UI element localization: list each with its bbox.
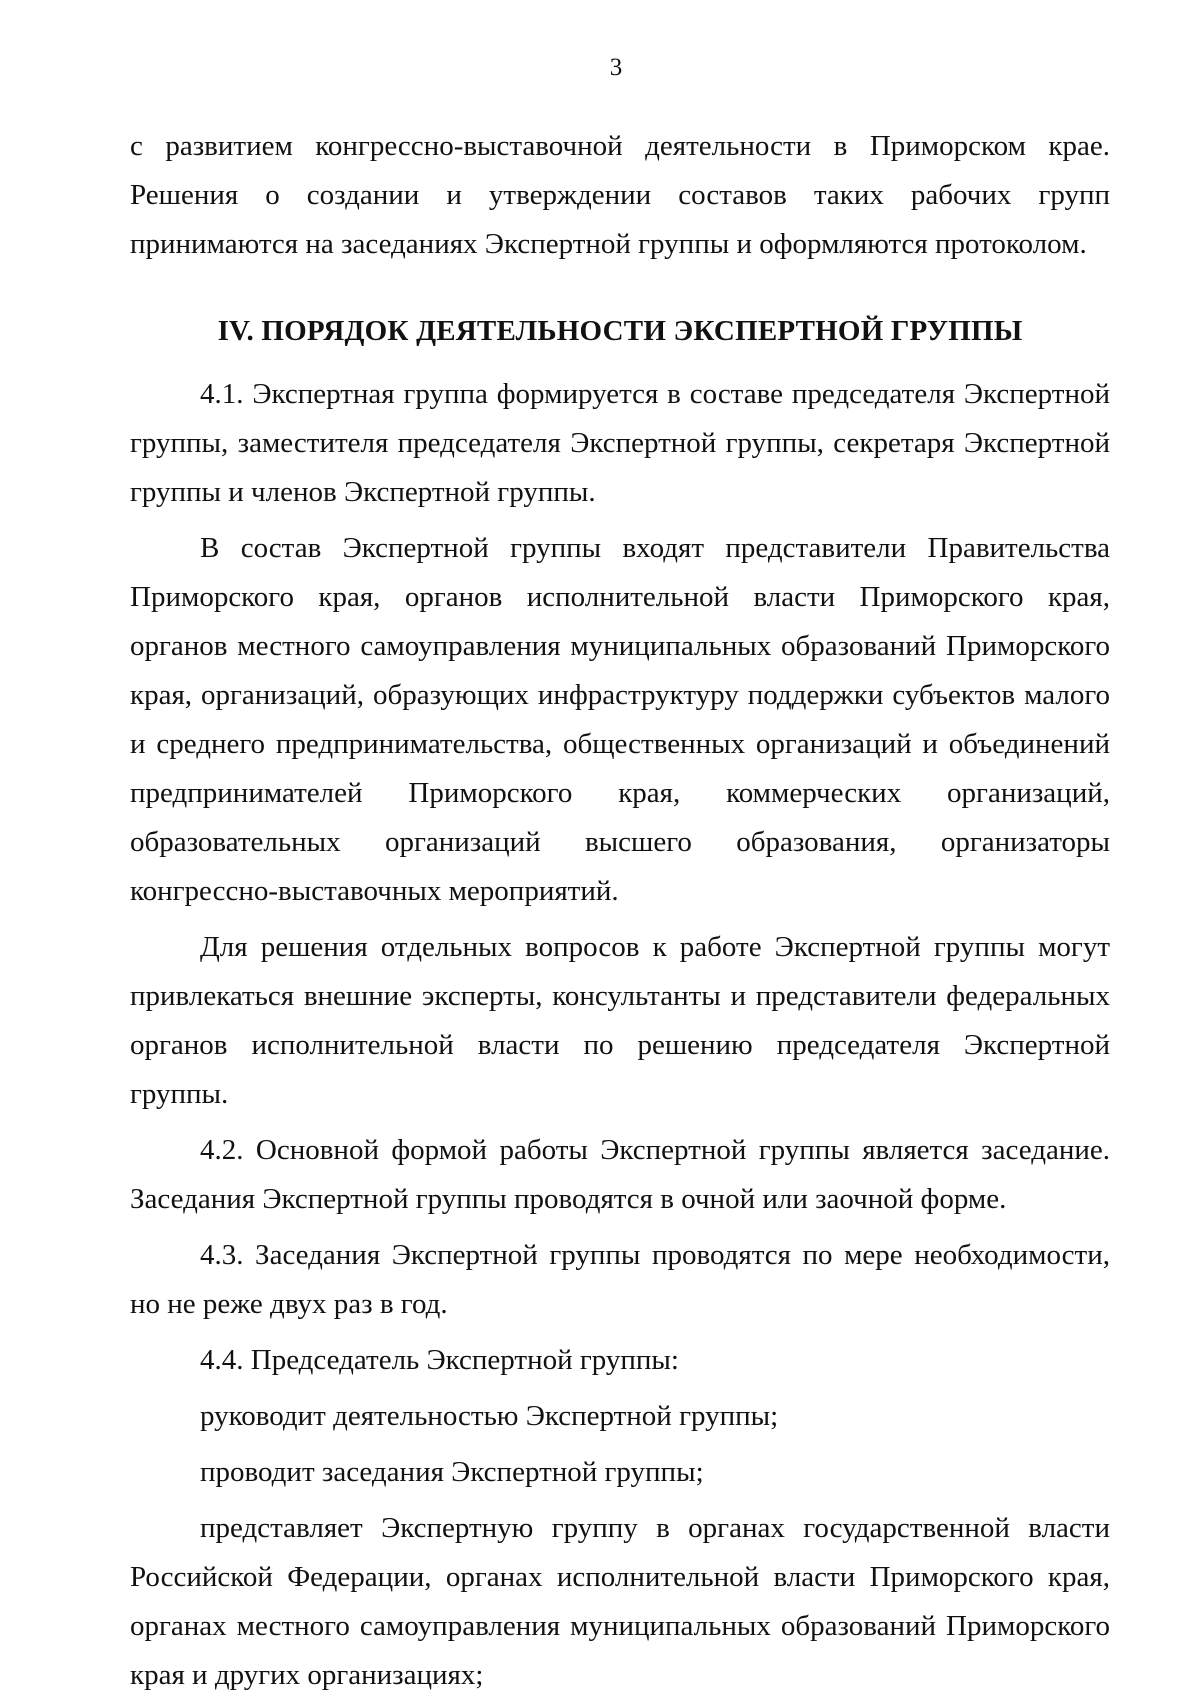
intro-paragraph: с развитием конгрессно-выставочной деятельности в Приморском крае. Решения о создании и утверждении составов таких рабочих групп принимаются на заседаниях Экспертной группы и оформляются протоколом. bbox=[130, 130, 1110, 260]
list-item-represents: представляет Экспертную группу в органах государственной власти Российской Федерации, органах исполнительной власти Приморского края, органах местного самоуправления муниципальных образований Приморского края и других организациях; bbox=[130, 1512, 1110, 1691]
page-number: 3 bbox=[609, 54, 623, 81]
list-item-conducts: проводит заседания Экспертной группы; bbox=[200, 1456, 704, 1488]
paragraph-composition: В состав Экспертной группы входят представители Правительства Приморского края, органов исполнительной власти Приморского края, органов местного самоуправления муниципальных образований Приморского края, организаций, образующих инфраструктуру поддержки субъектов малого и среднего предпринимательства, общественных организаций и объединений предпринимателей Приморского края, коммерческих организаций, образовательных организаций высшего образования, организаторы конгрессно-выставочных мероприятий. bbox=[130, 532, 1110, 907]
paragraph-external-experts: Для решения отдельных вопросов к работе Экспертной группы могут привлекаться внешние эксперты, консультанты и представители федеральных органов исполнительной власти по решению председателя Экспертной группы. bbox=[130, 931, 1110, 1110]
section-heading: IV. ПОРЯДОК ДЕЯТЕЛЬНОСТИ ЭКСПЕРТНОЙ ГРУППЫ bbox=[217, 315, 1023, 347]
paragraph-4-3: 4.3. Заседания Экспертной группы проводятся по мере необходимости, но не реже двух раз в год. bbox=[130, 1239, 1110, 1320]
paragraph-4-2: 4.2. Основной формой работы Экспертной группы является заседание. Заседания Экспертной группы проводятся в очной или заочной форме. bbox=[130, 1134, 1110, 1215]
document-body bbox=[130, 122, 1110, 1700]
paragraph-4-1: 4.1. Экспертная группа формируется в составе председателя Экспертной группы, заместителя председателя Экспертной группы, секретаря Экспертной группы и членов Экспертной группы. bbox=[130, 378, 1110, 508]
list-item-manages: руководит деятельностью Экспертной группы; bbox=[200, 1400, 779, 1432]
paragraph-4-4: 4.4. Председатель Экспертной группы: bbox=[200, 1344, 679, 1376]
